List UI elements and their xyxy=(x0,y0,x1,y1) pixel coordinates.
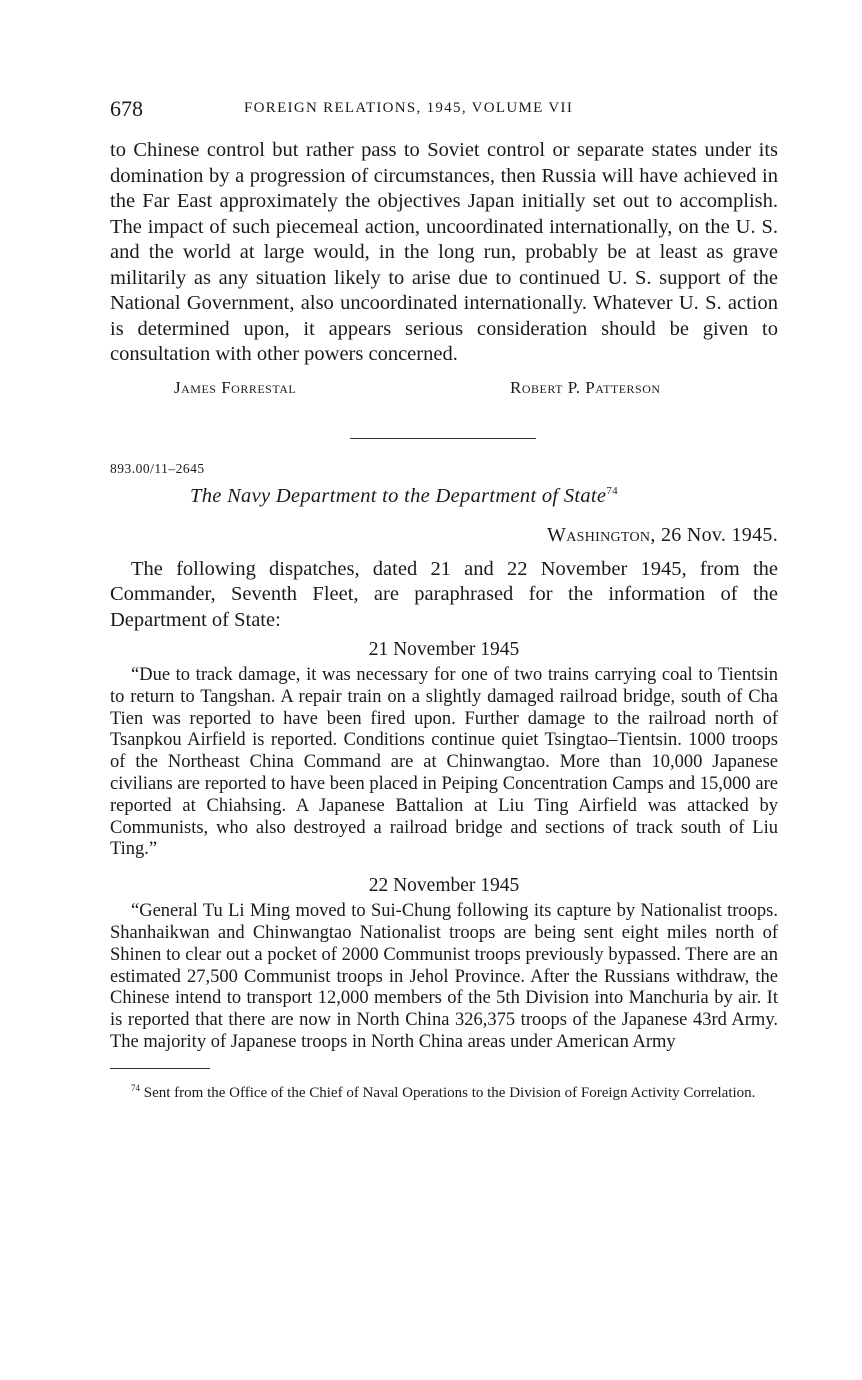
footnote-rule xyxy=(110,1068,210,1069)
dispatch-text: “Due to track damage, it was necessary for one of two trains carrying coal to Tientsin to return to Tangshan. A repair train on a slightly damaged railroad bridge, south of Cha Tien was reported to have been fired upon. Further damage to the railroad north of Tsanpkou Airfield is reported. Conditions continue quiet Tsingtao–Tientsin. 1000 troops of the Northeast China Command are at Chinwangtao. More than 10,000 Japanese civilians are reported to have been placed in Peiping Concentration Camps and 15,000 are reported at Chiahsing. A Japanese Battalion at Liu Ting Airfield was attacked by Communists, who also destroyed a railroad bridge and sections of track south of Liu Ting.” xyxy=(110,665,778,860)
dispatch-date: 22 November 1945 xyxy=(368,875,520,897)
footnote-mark: 74 xyxy=(131,1082,140,1093)
signature-right: Robert P. Patterson xyxy=(510,377,661,397)
dateline-place: Washington, xyxy=(547,523,656,546)
dispatch-date: 21 November 1945 xyxy=(368,639,520,660)
intro-paragraph: The following dispatches, dated 21 and 22 November 1945, from the Commander, Seventh Fleet, are paraphrased for the information of the Department of State: xyxy=(110,557,778,631)
page-header xyxy=(110,96,778,126)
document-title-text: The Navy Department to the Department of State xyxy=(190,484,607,507)
section-divider xyxy=(350,438,536,439)
signature-left: James Forrestal xyxy=(174,377,297,397)
document-title xyxy=(110,485,778,508)
document-page xyxy=(110,96,778,1102)
dateline-date: 26 Nov. 1945. xyxy=(660,523,778,546)
footnote-text: Sent from the Office of the Chief of Naval Operations to the Division of Foreign Activity Correlation. xyxy=(143,1084,756,1101)
page-number: 678 xyxy=(110,96,143,121)
file-reference: 893.00/11–2645 xyxy=(110,460,205,476)
running-head: FOREIGN RELATIONS, 1945, VOLUME VII xyxy=(244,100,574,116)
signature-block xyxy=(110,374,778,406)
dateline xyxy=(110,524,778,547)
footnote-ref-mark: 74 xyxy=(606,484,618,497)
opening-paragraph: to Chinese control but rather pass to Soviet control or separate states under its domination by a progression of circumstances, then Russia will have achieved in the Far East approximately the objectives Japan initially set out to accomplish. The impact of such piecemeal action, uncoordinated internationally, on the U. S. and the world at large would, in the long run, probably be at least as grave militarily as any situation likely to arise due to continued U. S. support of the National Government, also uncoordinated internationally. Whatever U. S. action is determined upon, it appears serious consideration should be given to consultation with other powers concerned. xyxy=(110,139,778,365)
footnote xyxy=(110,1079,778,1102)
dispatch-text: “General Tu Li Ming moved to Sui-Chung following its capture by Nationalist troops. Shanhaikwan and Chinwangtao Nationalist troops are being sent eight miles north of Shinen to clear out a pocket of 2000 Communist troops previously bypassed. There are an estimated 27,500 Communist troops in Jehol Province. After the Russians withdraw, the Chinese intend to transport 12,000 members of the 5th Division into Manchuria by air. It is reported that there are now in North China 326,375 troops of the Japanese 43rd Army. The majority of Japanese troops in North China areas under American Army xyxy=(110,901,778,1052)
